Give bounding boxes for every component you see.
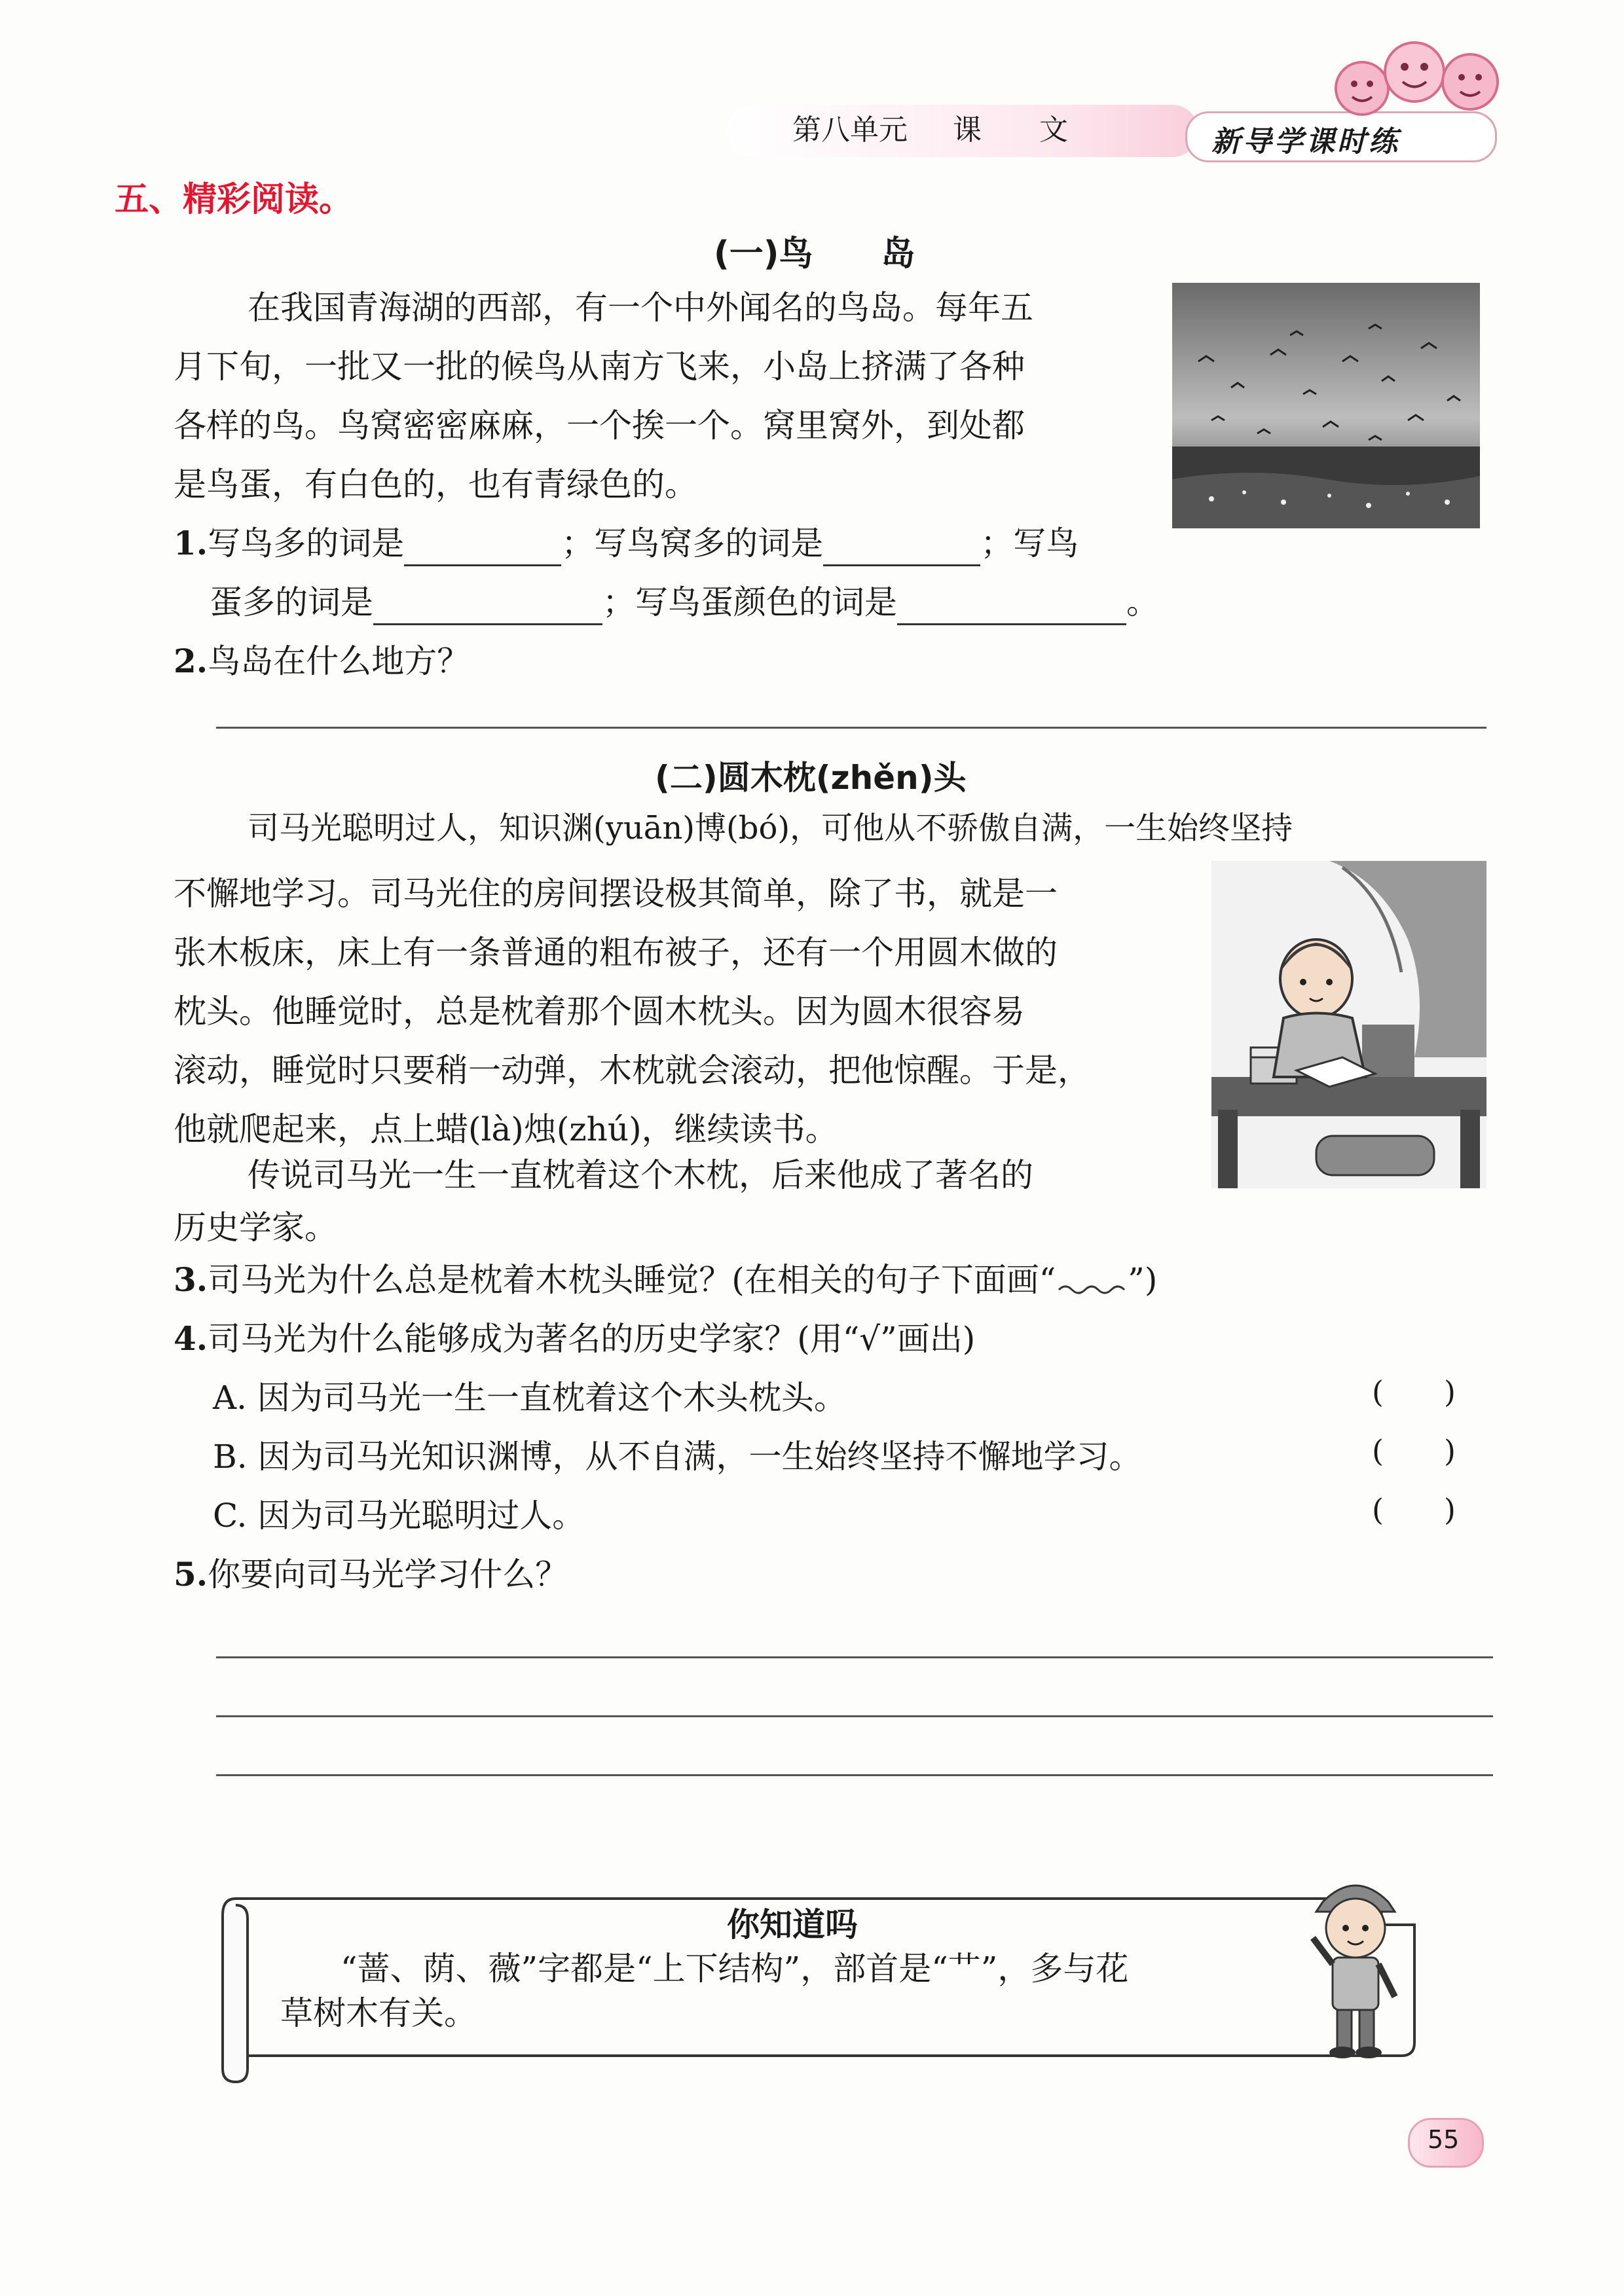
- passage2-line-7: 传说司马光一生一直枕着这个木枕，后来他成了著名的: [248, 1156, 1033, 1194]
- passage1-line-4: 是鸟蛋，有白色的，也有青绿色的。: [174, 465, 697, 503]
- q1-number: 1.: [174, 524, 208, 562]
- q2-answer-line[interactable]: [216, 727, 1486, 729]
- q1-text-b: ；写鸟窝多的词是: [561, 524, 824, 562]
- q2-number: 2.: [174, 642, 208, 680]
- q4-option-a-answer-box[interactable]: ( ): [1372, 1374, 1456, 1410]
- q3-tail: ”): [1128, 1261, 1158, 1299]
- tip-title: 你知道吗: [727, 1906, 858, 1944]
- passage1-line-3: 各样的鸟。鸟窝密密麻麻，一个挨一个。窝里窝外，到处都: [174, 407, 1025, 445]
- q4-number: 4.: [174, 1319, 208, 1358]
- section-title: 五、精彩阅读。: [115, 180, 354, 219]
- q1-line-1: [174, 520, 1079, 566]
- page-number: 55: [1428, 2125, 1460, 2154]
- q1-blank-3[interactable]: [373, 589, 602, 625]
- q1-text-e: ；写鸟蛋颜色的词是: [602, 583, 897, 621]
- boy-reading-illustration: [1211, 861, 1486, 1188]
- wavy-underline-icon: [1056, 1270, 1128, 1296]
- q5: [174, 1552, 568, 1597]
- passage2-line-5: 滚动，睡觉时只要稍一动弹，木枕就会滚动，把他惊醒。于是，: [174, 1051, 1090, 1089]
- q1-text-f: 。: [1126, 583, 1159, 621]
- q3-number: 3.: [174, 1260, 208, 1299]
- passage1-line-2: 月下旬，一批又一批的候鸟从南方飞来，小岛上挤满了各种: [174, 348, 1025, 386]
- passage2-title: (二)圆木枕(zhěn)头: [655, 759, 967, 797]
- q2-text: 鸟岛在什么地方？: [208, 642, 470, 680]
- q4: [174, 1316, 975, 1362]
- header-bar: [727, 98, 1513, 164]
- q4-text: 司马光为什么能够成为著名的历史学家？(用“√”画出): [208, 1320, 976, 1358]
- q1-blank-2[interactable]: [823, 530, 980, 566]
- q5-answer-line-2[interactable]: [216, 1715, 1493, 1717]
- passage2-line-3: 张木板床，床上有一条普通的粗布被子，还有一个用圆木做的: [174, 934, 1058, 972]
- passage2-line-6: 他就爬起来，点上蜡(là)烛(zhú)，继续读书。: [174, 1110, 838, 1148]
- series-title: 新导学课时练: [1211, 125, 1400, 158]
- q3: [174, 1257, 1157, 1303]
- q1-blank-4[interactable]: [897, 589, 1126, 625]
- q5-answer-line-3[interactable]: [216, 1774, 1493, 1776]
- q1-text-d: 蛋多的词是: [210, 583, 373, 621]
- q4-option-b: B. 因为司马光知识渊博，从不自满，一生始终坚持不懈地学习。: [213, 1438, 1142, 1476]
- q4-option-b-answer-box[interactable]: ( ): [1372, 1433, 1456, 1468]
- q2: [174, 638, 470, 684]
- unit-label: 第八单元: [792, 113, 908, 147]
- passage2-line-8: 历史学家。: [174, 1209, 337, 1247]
- q1-text-c: ；写鸟: [980, 524, 1079, 562]
- birds-over-lake-photo: [1172, 283, 1480, 528]
- tip-line-2: 草树木有关。: [280, 1994, 477, 2032]
- passage1-line-1: 在我国青海湖的西部，有一个中外闻名的鸟岛。每年五: [248, 289, 1033, 327]
- q4-option-c: C. 因为司马光聪明过人。: [213, 1497, 585, 1535]
- q1-line-2: [210, 579, 1159, 625]
- cartoon-faces-icon: [1323, 26, 1519, 124]
- q1-blank-1[interactable]: [404, 530, 561, 566]
- passage1-title: (一)鸟 岛: [714, 234, 915, 274]
- cartoon-boy-icon: [1303, 1866, 1408, 2062]
- passage2-line-2: 不懈地学习。司马光住的房间摆设极其简单，除了书，就是一: [174, 875, 1058, 913]
- subject-label: 课 文: [953, 113, 1068, 147]
- q3-text: 司马光为什么总是枕着木枕头睡觉？(在相关的句子下面画“: [208, 1261, 1056, 1299]
- passage2-line-4: 枕头。他睡觉时，总是枕着那个圆木枕头。因为圆木很容易: [174, 993, 1025, 1030]
- q4-option-c-answer-box[interactable]: ( ): [1372, 1492, 1456, 1527]
- tip-line-1: “蔷、荫、薇”字都是“上下结构”，部首是“艹”，多与花: [341, 1950, 1129, 1988]
- q5-text: 你要向司马光学习什么？: [208, 1556, 568, 1594]
- passage2-line-1: 司马光聪明过人，知识渊(yuān)博(bó)，可他从不骄傲自满，一生始终坚持: [248, 810, 1293, 847]
- q5-number: 5.: [174, 1555, 208, 1594]
- q1-text-a: 写鸟多的词是: [208, 524, 405, 562]
- q4-option-a: A. 因为司马光一生一直枕着这个木头枕头。: [213, 1379, 847, 1417]
- q5-answer-line-1[interactable]: [216, 1656, 1493, 1658]
